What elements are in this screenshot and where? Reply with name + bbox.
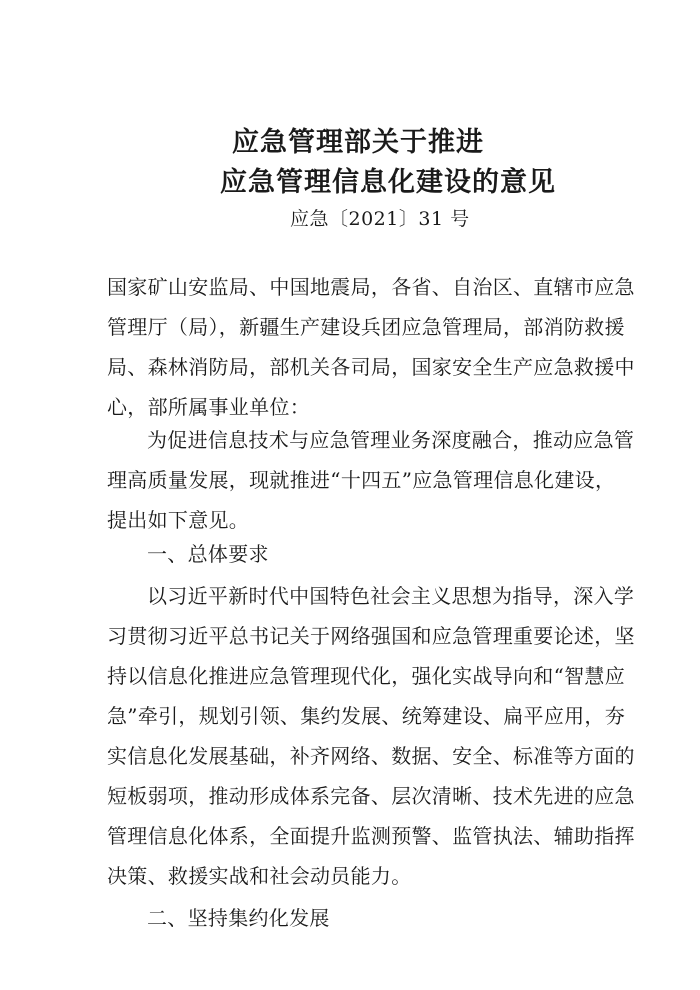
body-line: 局、森林消防局，部机关各司局，国家安全生产应急救援中 xyxy=(107,355,635,379)
body-line: 习贯彻习近平总书记关于网络强国和应急管理重要论述，坚 xyxy=(107,624,635,648)
body-line: 短板弱项，推动形成体系完备、层次清晰、技术先进的应急 xyxy=(107,784,635,808)
section-heading: 二、坚持集约化发展 xyxy=(147,906,330,930)
body-line: 急”牵引，规划引领、集约发展、统筹建设、扁平应用，夯 xyxy=(107,704,626,728)
document-number: 应急〔2021〕31 号 xyxy=(290,208,470,230)
document-title-line-2: 应急管理信息化建设的意见 xyxy=(220,167,556,198)
section-heading: 一、总体要求 xyxy=(147,542,269,566)
body-line: 决策、救援实战和社会动员能力。 xyxy=(107,864,412,888)
body-line: 持以信息化推进应急管理现代化，强化实战导向和“智慧应 xyxy=(107,664,626,688)
body-line: 提出如下意见。 xyxy=(107,508,250,532)
body-line: 管理信息化体系，全面提升监测预警、监管执法、辅助指挥 xyxy=(107,824,635,848)
body-line: 为促进信息技术与应急管理业务深度融合，推动应急管 xyxy=(147,428,635,452)
body-line: 理高质量发展，现就推进“十四五”应急管理信息化建设， xyxy=(107,468,616,492)
document-title-line-1: 应急管理部关于推进 xyxy=(232,127,484,158)
body-line: 国家矿山安监局、中国地震局，各省、自治区、直辖市应急 xyxy=(107,275,635,299)
body-line: 实信息化发展基础，补齐网络、数据、安全、标准等方面的 xyxy=(107,744,635,768)
body-line: 心，部所属事业单位： xyxy=(107,395,310,419)
body-line: 管理厅（局），新疆生产建设兵团应急管理局，部消防救援 xyxy=(107,315,625,339)
body-line: 以习近平新时代中国特色社会主义思想为指导，深入学 xyxy=(147,584,635,608)
